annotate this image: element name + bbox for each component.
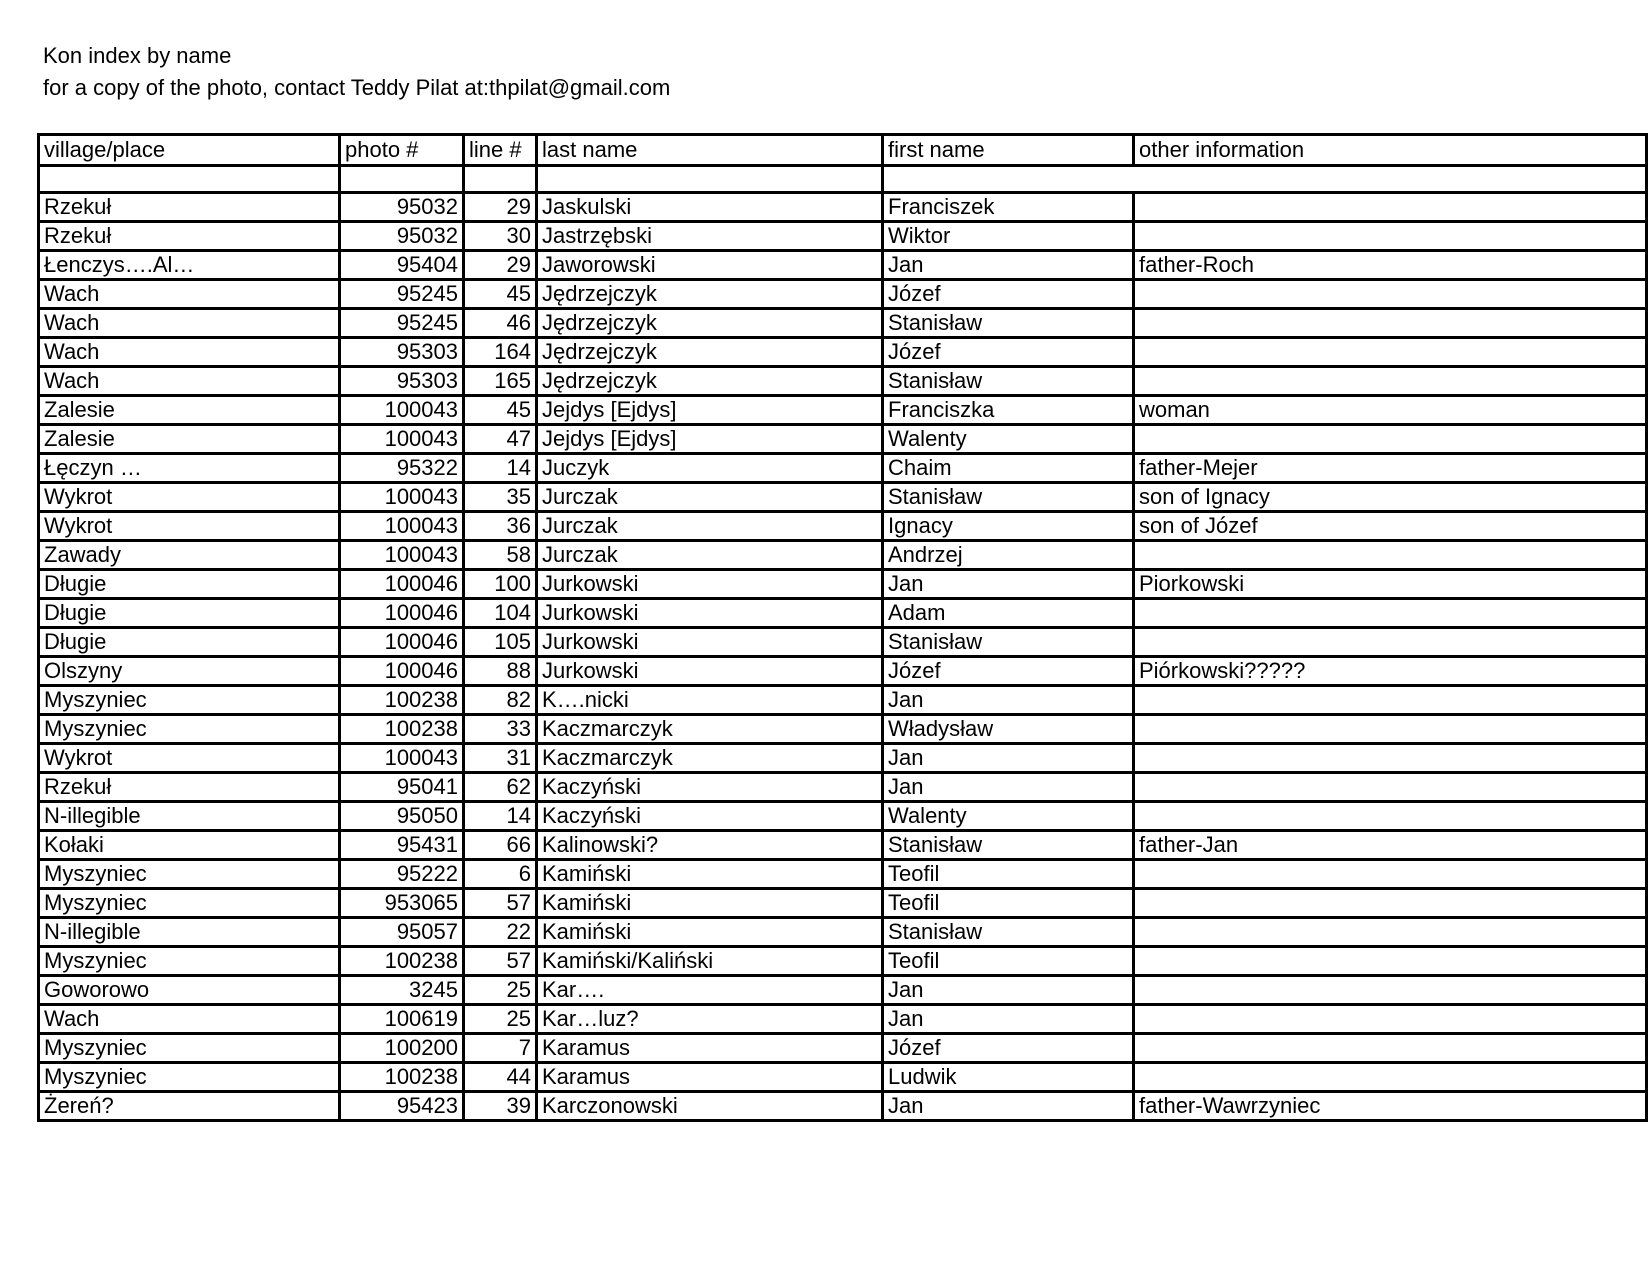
- cell-first-name: Jan: [883, 744, 1134, 773]
- cell-first-name: Józef: [883, 1034, 1134, 1063]
- cell-line-number: 35: [464, 483, 537, 512]
- cell-village: Wach: [39, 280, 340, 309]
- cell-first-name: Jan: [883, 976, 1134, 1005]
- table-row: [39, 860, 1647, 889]
- cell-line-number: 104: [464, 599, 537, 628]
- cell-photo-number: 95404: [340, 251, 464, 280]
- cell-line-number: 105: [464, 628, 537, 657]
- cell-photo-number: 100043: [340, 512, 464, 541]
- cell-line-number: 66: [464, 831, 537, 860]
- cell-last-name: Juczyk: [537, 454, 883, 483]
- cell-village: Olszyny: [39, 657, 340, 686]
- table-row: [39, 193, 1647, 222]
- cell-other-info: [1134, 802, 1647, 831]
- cell-line-number: 25: [464, 1005, 537, 1034]
- cell-other-info: father-Roch: [1134, 251, 1647, 280]
- cell-line-number: 164: [464, 338, 537, 367]
- blank-cell: [39, 166, 340, 193]
- cell-other-info: Piorkowski: [1134, 570, 1647, 599]
- cell-last-name: Jastrzębski: [537, 222, 883, 251]
- table-row: [39, 483, 1647, 512]
- cell-photo-number: 100046: [340, 628, 464, 657]
- cell-photo-number: 100619: [340, 1005, 464, 1034]
- cell-first-name: Teofil: [883, 947, 1134, 976]
- cell-photo-number: 100238: [340, 947, 464, 976]
- blank-row: [39, 166, 1647, 193]
- cell-village: Wach: [39, 338, 340, 367]
- cell-other-info: Piórkowski?????: [1134, 657, 1647, 686]
- cell-other-info: [1134, 1034, 1647, 1063]
- cell-photo-number: 95303: [340, 367, 464, 396]
- cell-last-name: Karamus: [537, 1063, 883, 1092]
- cell-other-info: son of Ignacy: [1134, 483, 1647, 512]
- cell-photo-number: 100238: [340, 715, 464, 744]
- cell-first-name: Jan: [883, 773, 1134, 802]
- table-row: [39, 715, 1647, 744]
- table-row: [39, 773, 1647, 802]
- cell-line-number: 36: [464, 512, 537, 541]
- column-header-photo: photo #: [340, 135, 464, 166]
- table-row: [39, 657, 1647, 686]
- cell-other-info: [1134, 860, 1647, 889]
- cell-photo-number: 95322: [340, 454, 464, 483]
- cell-other-info: [1134, 193, 1647, 222]
- cell-last-name: Kaczmarczyk: [537, 744, 883, 773]
- cell-village: N-illegible: [39, 918, 340, 947]
- cell-other-info: [1134, 309, 1647, 338]
- cell-line-number: 57: [464, 889, 537, 918]
- cell-photo-number: 95057: [340, 918, 464, 947]
- cell-photo-number: 100200: [340, 1034, 464, 1063]
- cell-village: Rzekuł: [39, 193, 340, 222]
- cell-village: Wykrot: [39, 483, 340, 512]
- cell-line-number: 14: [464, 802, 537, 831]
- cell-line-number: 29: [464, 193, 537, 222]
- cell-other-info: [1134, 1005, 1647, 1034]
- blank-cell: [883, 166, 1647, 193]
- cell-last-name: Jędrzejczyk: [537, 280, 883, 309]
- table-row: [39, 396, 1647, 425]
- cell-other-info: [1134, 338, 1647, 367]
- cell-line-number: 47: [464, 425, 537, 454]
- cell-photo-number: 95245: [340, 280, 464, 309]
- cell-line-number: 165: [464, 367, 537, 396]
- cell-last-name: Jaskulski: [537, 193, 883, 222]
- cell-other-info: father-Jan: [1134, 831, 1647, 860]
- cell-first-name: Jan: [883, 1092, 1134, 1121]
- index-table-body: [39, 135, 1647, 1121]
- cell-other-info: [1134, 686, 1647, 715]
- cell-other-info: [1134, 280, 1647, 309]
- cell-photo-number: 3245: [340, 976, 464, 1005]
- cell-first-name: Wiktor: [883, 222, 1134, 251]
- cell-other-info: [1134, 425, 1647, 454]
- table-row: [39, 338, 1647, 367]
- cell-photo-number: 100238: [340, 686, 464, 715]
- cell-photo-number: 95303: [340, 338, 464, 367]
- cell-village: Myszyniec: [39, 686, 340, 715]
- cell-last-name: Jurczak: [537, 512, 883, 541]
- table-row: [39, 599, 1647, 628]
- cell-line-number: 33: [464, 715, 537, 744]
- cell-last-name: Jaworowski: [537, 251, 883, 280]
- cell-first-name: Walenty: [883, 425, 1134, 454]
- cell-last-name: Kamiński: [537, 918, 883, 947]
- index-table: [37, 133, 1648, 1122]
- column-header-last-name: last name: [537, 135, 883, 166]
- table-row: [39, 1005, 1647, 1034]
- cell-village: Myszyniec: [39, 860, 340, 889]
- cell-line-number: 57: [464, 947, 537, 976]
- cell-village: Zawady: [39, 541, 340, 570]
- column-header-line: line #: [464, 135, 537, 166]
- cell-photo-number: 100043: [340, 425, 464, 454]
- cell-first-name: Józef: [883, 338, 1134, 367]
- table-row: [39, 454, 1647, 483]
- cell-last-name: Jędrzejczyk: [537, 338, 883, 367]
- cell-photo-number: 100046: [340, 599, 464, 628]
- table-row: [39, 367, 1647, 396]
- cell-photo-number: 100043: [340, 396, 464, 425]
- cell-last-name: Kar….: [537, 976, 883, 1005]
- contact-note: for a copy of the photo, contact Teddy Pilat at:thpilat@gmail.com: [43, 75, 671, 100]
- cell-village: Myszyniec: [39, 715, 340, 744]
- cell-last-name: Jurkowski: [537, 628, 883, 657]
- table-row: [39, 947, 1647, 976]
- cell-last-name: Jurkowski: [537, 570, 883, 599]
- cell-line-number: 7: [464, 1034, 537, 1063]
- cell-first-name: Jan: [883, 570, 1134, 599]
- cell-line-number: 29: [464, 251, 537, 280]
- table-row: [39, 918, 1647, 947]
- document-title: Kon index by name: [43, 43, 232, 68]
- cell-village: Myszyniec: [39, 1034, 340, 1063]
- cell-line-number: 58: [464, 541, 537, 570]
- cell-last-name: Jejdys [Ejdys]: [537, 396, 883, 425]
- cell-other-info: [1134, 628, 1647, 657]
- cell-first-name: Józef: [883, 657, 1134, 686]
- blank-cell: [340, 166, 464, 193]
- cell-village: Myszyniec: [39, 889, 340, 918]
- table-row: [39, 570, 1647, 599]
- cell-village: Długie: [39, 599, 340, 628]
- cell-last-name: Kalinowski?: [537, 831, 883, 860]
- cell-last-name: Kaczyński: [537, 773, 883, 802]
- cell-last-name: K….nicki: [537, 686, 883, 715]
- cell-last-name: Jędrzejczyk: [537, 309, 883, 338]
- cell-line-number: 39: [464, 1092, 537, 1121]
- cell-village: Żereń?: [39, 1092, 340, 1121]
- cell-village: Wach: [39, 367, 340, 396]
- cell-first-name: Andrzej: [883, 541, 1134, 570]
- cell-photo-number: 95032: [340, 193, 464, 222]
- cell-village: Wach: [39, 309, 340, 338]
- cell-line-number: 46: [464, 309, 537, 338]
- cell-first-name: Jan: [883, 1005, 1134, 1034]
- cell-village: Łenczys….Al…: [39, 251, 340, 280]
- document-header: [43, 40, 670, 104]
- table-row: [39, 802, 1647, 831]
- column-header-first-name: first name: [883, 135, 1134, 166]
- cell-photo-number: 100043: [340, 541, 464, 570]
- cell-first-name: Ludwik: [883, 1063, 1134, 1092]
- cell-last-name: Jędrzejczyk: [537, 367, 883, 396]
- table-row: [39, 976, 1647, 1005]
- cell-line-number: 100: [464, 570, 537, 599]
- cell-village: Wach: [39, 1005, 340, 1034]
- cell-photo-number: 100046: [340, 570, 464, 599]
- cell-other-info: son of Józef: [1134, 512, 1647, 541]
- cell-last-name: Jurkowski: [537, 599, 883, 628]
- cell-first-name: Stanisław: [883, 831, 1134, 860]
- cell-other-info: [1134, 1063, 1647, 1092]
- cell-line-number: 30: [464, 222, 537, 251]
- cell-other-info: [1134, 367, 1647, 396]
- cell-last-name: Jurczak: [537, 483, 883, 512]
- cell-photo-number: 100238: [340, 1063, 464, 1092]
- table-header-row: [39, 135, 1647, 166]
- cell-village: N-illegible: [39, 802, 340, 831]
- cell-first-name: Jan: [883, 686, 1134, 715]
- table-row: [39, 280, 1647, 309]
- cell-photo-number: 95423: [340, 1092, 464, 1121]
- cell-village: Myszyniec: [39, 1063, 340, 1092]
- cell-village: Długie: [39, 628, 340, 657]
- cell-photo-number: 100043: [340, 744, 464, 773]
- table-row: [39, 222, 1647, 251]
- cell-village: Łęczyn …: [39, 454, 340, 483]
- cell-photo-number: 100046: [340, 657, 464, 686]
- cell-last-name: Kar…luz?: [537, 1005, 883, 1034]
- table-row: [39, 541, 1647, 570]
- cell-last-name: Karczonowski: [537, 1092, 883, 1121]
- cell-other-info: [1134, 976, 1647, 1005]
- cell-last-name: Kamiński: [537, 889, 883, 918]
- cell-last-name: Karamus: [537, 1034, 883, 1063]
- column-header-other-info: other information: [1134, 135, 1647, 166]
- cell-village: Wykrot: [39, 744, 340, 773]
- cell-other-info: [1134, 599, 1647, 628]
- cell-photo-number: 100043: [340, 483, 464, 512]
- cell-other-info: [1134, 918, 1647, 947]
- table-row: [39, 1092, 1647, 1121]
- table-row: [39, 309, 1647, 338]
- cell-first-name: Stanisław: [883, 628, 1134, 657]
- table-row: [39, 686, 1647, 715]
- table-row: [39, 512, 1647, 541]
- cell-first-name: Józef: [883, 280, 1134, 309]
- cell-other-info: [1134, 541, 1647, 570]
- cell-other-info: [1134, 773, 1647, 802]
- cell-line-number: 31: [464, 744, 537, 773]
- cell-line-number: 45: [464, 280, 537, 309]
- table-row: [39, 831, 1647, 860]
- cell-first-name: Stanisław: [883, 367, 1134, 396]
- cell-line-number: 88: [464, 657, 537, 686]
- cell-other-info: [1134, 947, 1647, 976]
- cell-last-name: Jejdys [Ejdys]: [537, 425, 883, 454]
- cell-other-info: father-Wawrzyniec: [1134, 1092, 1647, 1121]
- cell-last-name: Kamiński/Kaliński: [537, 947, 883, 976]
- cell-last-name: Kamiński: [537, 860, 883, 889]
- cell-first-name: Franciszka: [883, 396, 1134, 425]
- table-row: [39, 425, 1647, 454]
- blank-cell: [464, 166, 537, 193]
- cell-photo-number: 95431: [340, 831, 464, 860]
- table-row: [39, 628, 1647, 657]
- cell-village: Wykrot: [39, 512, 340, 541]
- cell-photo-number: 95032: [340, 222, 464, 251]
- cell-last-name: Kaczmarczyk: [537, 715, 883, 744]
- table-row: [39, 1034, 1647, 1063]
- blank-cell: [537, 166, 883, 193]
- cell-first-name: Walenty: [883, 802, 1134, 831]
- cell-other-info: [1134, 744, 1647, 773]
- cell-other-info: [1134, 889, 1647, 918]
- cell-line-number: 6: [464, 860, 537, 889]
- cell-line-number: 45: [464, 396, 537, 425]
- cell-photo-number: 95245: [340, 309, 464, 338]
- cell-first-name: Stanisław: [883, 309, 1134, 338]
- column-header-village: village/place: [39, 135, 340, 166]
- cell-photo-number: 95041: [340, 773, 464, 802]
- table-row: [39, 251, 1647, 280]
- cell-line-number: 82: [464, 686, 537, 715]
- table-row: [39, 1063, 1647, 1092]
- cell-village: Goworowo: [39, 976, 340, 1005]
- cell-photo-number: 95050: [340, 802, 464, 831]
- cell-line-number: 25: [464, 976, 537, 1005]
- cell-other-info: [1134, 715, 1647, 744]
- cell-village: Zalesie: [39, 425, 340, 454]
- table-row: [39, 744, 1647, 773]
- cell-first-name: Chaim: [883, 454, 1134, 483]
- cell-photo-number: 953065: [340, 889, 464, 918]
- cell-village: Zalesie: [39, 396, 340, 425]
- cell-first-name: Jan: [883, 251, 1134, 280]
- cell-other-info: father-Mejer: [1134, 454, 1647, 483]
- cell-village: Kołaki: [39, 831, 340, 860]
- cell-village: Rzekuł: [39, 222, 340, 251]
- cell-first-name: Stanisław: [883, 483, 1134, 512]
- cell-first-name: Franciszek: [883, 193, 1134, 222]
- cell-first-name: Ignacy: [883, 512, 1134, 541]
- cell-line-number: 44: [464, 1063, 537, 1092]
- cell-line-number: 14: [464, 454, 537, 483]
- cell-village: Myszyniec: [39, 947, 340, 976]
- cell-last-name: Jurczak: [537, 541, 883, 570]
- cell-first-name: Stanisław: [883, 918, 1134, 947]
- cell-other-info: woman: [1134, 396, 1647, 425]
- cell-photo-number: 95222: [340, 860, 464, 889]
- cell-line-number: 22: [464, 918, 537, 947]
- cell-first-name: Teofil: [883, 889, 1134, 918]
- cell-other-info: [1134, 222, 1647, 251]
- cell-line-number: 62: [464, 773, 537, 802]
- cell-first-name: Teofil: [883, 860, 1134, 889]
- cell-village: Rzekuł: [39, 773, 340, 802]
- cell-last-name: Kaczyński: [537, 802, 883, 831]
- cell-first-name: Władysław: [883, 715, 1134, 744]
- cell-last-name: Jurkowski: [537, 657, 883, 686]
- table-row: [39, 889, 1647, 918]
- cell-village: Długie: [39, 570, 340, 599]
- cell-first-name: Adam: [883, 599, 1134, 628]
